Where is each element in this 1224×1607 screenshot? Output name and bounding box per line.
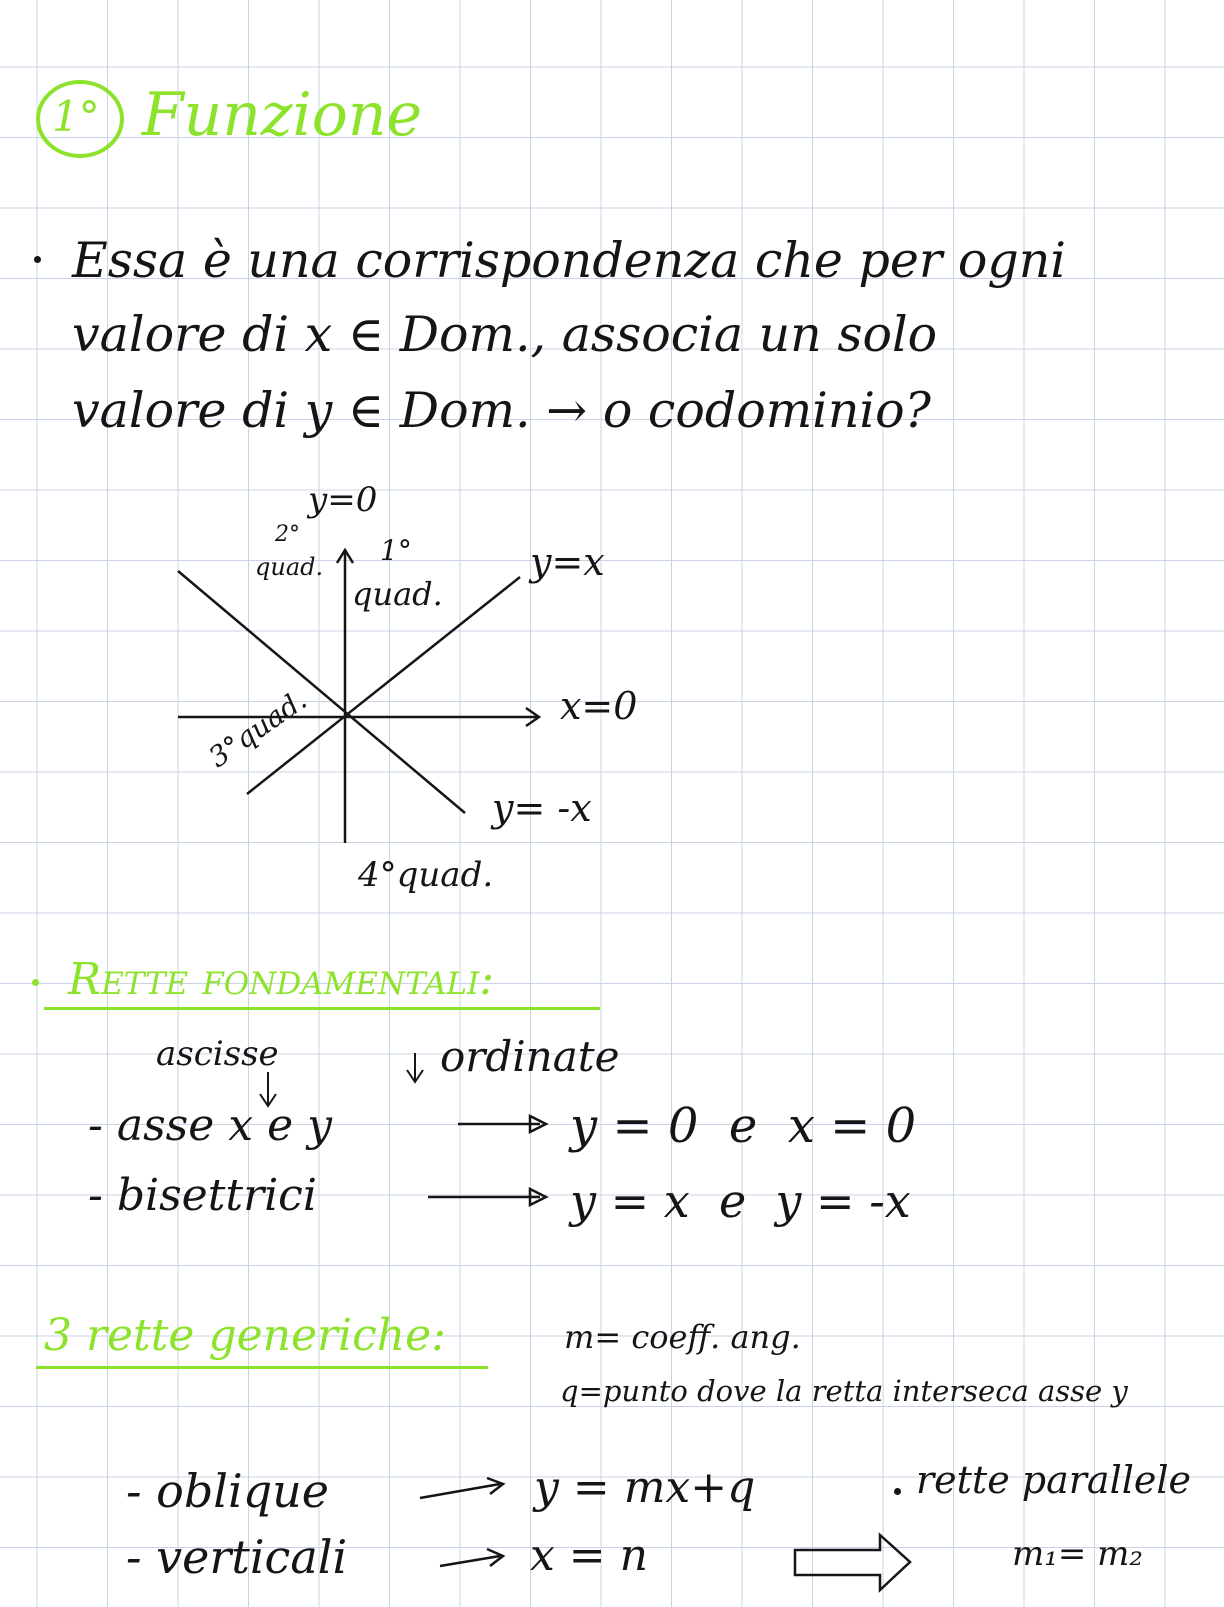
m-note: m= coeff. ang. (564, 1318, 801, 1356)
q1-label-quad: quad. (352, 575, 443, 613)
implies-arrow (795, 1535, 910, 1590)
ordinate-note: ordinate (440, 1032, 620, 1081)
bisector-pos-label: y=x (530, 540, 605, 584)
generic-item-2-result: x = n (530, 1530, 648, 1581)
generic-item-2-label: - verticali (126, 1530, 348, 1584)
x-axis-label: x=0 (560, 684, 638, 728)
fundamental-item-2-result: y = x e y = -x (570, 1174, 911, 1228)
generic-item-1-label: - oblique (126, 1464, 330, 1518)
definition-line-1: Essa è una corrispondenza che per ogni (72, 232, 1066, 289)
fundamental-item-2-label: - bisettrici (88, 1170, 317, 1221)
fundamental-item-1-result: y = 0 e x = 0 (570, 1098, 917, 1154)
definition-bullet (34, 256, 41, 263)
bisector-neg-label: y= -x (492, 786, 592, 830)
fundamental-bullet (32, 979, 39, 986)
q2-label-quad: quad. (255, 553, 324, 581)
arrow-oblique (420, 1484, 500, 1498)
number-badge: 1° (52, 92, 100, 141)
fundamental-item-1-label: - asse x e y (88, 1100, 332, 1151)
page-title: Funzione (142, 80, 422, 150)
generic-heading-underline (36, 1366, 488, 1369)
abscissa-note: ascisse (156, 1034, 279, 1074)
definition-line-3: valore di y ∈ Dom. → o codominio? (72, 382, 931, 439)
definition-line-2: valore di x ∈ Dom., associa un solo (72, 306, 938, 363)
generic-heading: 3 rette generiche: (44, 1310, 446, 1361)
y-axis-label: y=0 (308, 480, 378, 520)
parallel-bullet (894, 1488, 901, 1495)
q-note: q=punto dove la retta interseca asse y (560, 1374, 1128, 1408)
generic-item-1-result: y = mx+q (534, 1462, 756, 1513)
parallel-condition: m₁= m₂ (1012, 1534, 1144, 1574)
q3-label: 3°quad. (202, 683, 313, 775)
fundamental-heading: Rette fondamentali: (68, 954, 495, 1005)
parallel-label: rette parallele (916, 1458, 1191, 1502)
q4-label: 4°quad. (358, 855, 494, 895)
q1-label: 1° (380, 534, 412, 567)
fundamental-heading-underline (44, 1007, 600, 1010)
q2-label: 2° (275, 522, 300, 547)
